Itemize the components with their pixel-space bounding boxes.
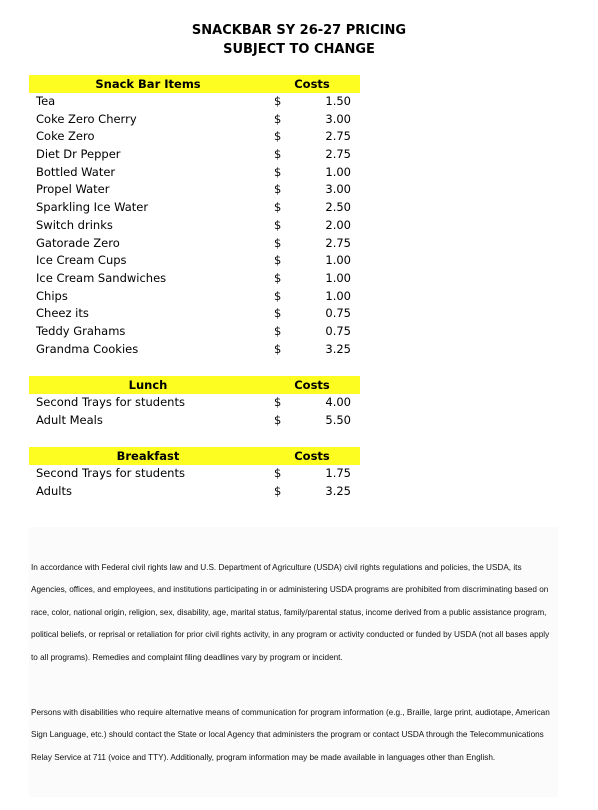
currency-symbol: $	[274, 200, 282, 215]
item-price: 5.50	[325, 412, 351, 427]
price-row	[29, 394, 360, 412]
item-name: Second Trays for students	[36, 395, 185, 409]
price-row	[29, 305, 360, 323]
price-row	[29, 483, 360, 501]
currency-symbol: $	[274, 147, 282, 162]
item-price: 1.50	[325, 94, 351, 108]
item-name: Second Trays for students	[36, 466, 185, 480]
item-price: 1.00	[325, 164, 351, 179]
currency-symbol: $	[274, 182, 282, 197]
price-row	[29, 199, 360, 217]
cost-column-header: Costs	[294, 449, 330, 463]
currency-symbol: $	[274, 235, 282, 250]
item-name: Propel Water	[36, 182, 110, 197]
price-row	[29, 270, 360, 288]
section-header-label: Snack Bar Items	[95, 77, 201, 91]
item-price: 1.75	[325, 466, 351, 480]
item-price: 4.00	[325, 395, 351, 409]
price-row	[29, 323, 360, 341]
item-name: Sparkling Ice Water	[36, 200, 149, 215]
item-price: 2.75	[325, 129, 351, 144]
item-name: Grandma Cookies	[36, 341, 139, 356]
cost-column-header: Costs	[294, 77, 330, 91]
item-price: 2.50	[325, 200, 351, 215]
price-row	[29, 111, 360, 129]
price-row	[29, 235, 360, 253]
item-name: Tea	[36, 94, 56, 108]
item-price: 0.75	[325, 306, 351, 321]
item-name: Ice Cream Cups	[36, 253, 127, 268]
section-header	[29, 75, 360, 93]
document-subtitle: SUBJECT TO CHANGE	[223, 42, 375, 57]
notice-paragraph-disabilities: Persons with disabilities who require alternative means of communication for program information (e.g., Braille, large print, audiotape, American Sign Language, etc.) should contact the State or local Agency that administers the program or contact USDA through the Telecommunications Relay Service at 711 (voice and TTY). Additionally, program information may be made available in languages other than English.	[31, 708, 550, 762]
item-price: 1.00	[325, 270, 351, 285]
currency-symbol: $	[274, 395, 282, 409]
currency-symbol: $	[274, 306, 282, 321]
item-price: 2.75	[325, 147, 351, 162]
currency-symbol: $	[274, 341, 282, 356]
item-name: Gatorade Zero	[36, 235, 120, 250]
item-name: Coke Zero Cherry	[36, 111, 137, 126]
price-row	[29, 128, 360, 146]
breakfast-section	[29, 447, 360, 500]
item-price: 0.75	[325, 323, 351, 338]
item-price: 3.00	[325, 182, 351, 197]
item-name: Adult Meals	[36, 412, 103, 427]
item-price: 1.00	[325, 288, 351, 303]
currency-symbol: $	[274, 466, 282, 480]
lunch-section	[29, 376, 360, 429]
item-name: Ice Cream Sandwiches	[36, 270, 167, 285]
section-header-label: Lunch	[128, 378, 168, 392]
item-price: 3.25	[325, 341, 351, 356]
section-header-label: Breakfast	[116, 449, 180, 463]
currency-symbol: $	[274, 288, 282, 303]
item-price: 3.00	[325, 111, 351, 126]
currency-symbol: $	[274, 412, 282, 427]
currency-symbol: $	[274, 94, 282, 108]
currency-symbol: $	[274, 217, 282, 232]
item-name: Teddy Grahams	[36, 323, 126, 338]
item-name: Chips	[36, 288, 68, 303]
item-name: Adults	[36, 483, 72, 498]
item-name: Cheez its	[36, 306, 89, 321]
currency-symbol: $	[274, 111, 282, 126]
item-list	[29, 394, 360, 429]
snack-bar-section	[29, 75, 360, 358]
price-row	[29, 217, 360, 235]
item-list	[29, 465, 360, 500]
cost-column-header: Costs	[294, 378, 330, 392]
price-row	[29, 93, 360, 111]
item-name: Switch drinks	[36, 217, 113, 232]
item-list	[29, 93, 360, 358]
section-header	[29, 447, 360, 465]
item-price: 2.75	[325, 235, 351, 250]
currency-symbol: $	[274, 483, 282, 498]
price-row	[29, 288, 360, 306]
notice-paragraph-civil-rights: In accordance with Federal civil rights law and U.S. Department of Agriculture (USDA) civil rights regulations and policies, the USDA, its Agencies, offices, and employees, and institutions participating in or administering USDA programs are prohibited from discriminating based on race, color, national origin, religion, sex, disability, age, marital status, family/parental status, income derived from a public assistance program, political beliefs, or reprisal or retaliation for prior civil rights activity, in any program or activity conducted or funded by USDA (not all bases apply to all programs). Remedies and complaint filing deadlines vary by program or incident.	[31, 563, 550, 662]
document-title: SNACKBAR SY 26-27 PRICING	[191, 23, 407, 38]
price-row	[29, 341, 360, 359]
currency-symbol: $	[274, 164, 282, 179]
currency-symbol: $	[274, 323, 282, 338]
section-header	[29, 376, 360, 394]
price-row	[29, 164, 360, 182]
price-row	[29, 146, 360, 164]
item-price: 3.25	[325, 483, 351, 498]
nondiscrimination-notice	[29, 527, 558, 797]
item-name: Diet Dr Pepper	[36, 147, 121, 162]
item-name: Coke Zero	[36, 129, 95, 144]
item-price: 2.00	[325, 217, 351, 232]
price-row	[29, 252, 360, 270]
currency-symbol: $	[274, 270, 282, 285]
currency-symbol: $	[274, 129, 282, 144]
price-row	[29, 412, 360, 430]
price-row	[29, 465, 360, 483]
price-row	[29, 181, 360, 199]
item-price: 1.00	[325, 253, 351, 268]
item-name: Bottled Water	[36, 164, 116, 179]
currency-symbol: $	[274, 253, 282, 268]
